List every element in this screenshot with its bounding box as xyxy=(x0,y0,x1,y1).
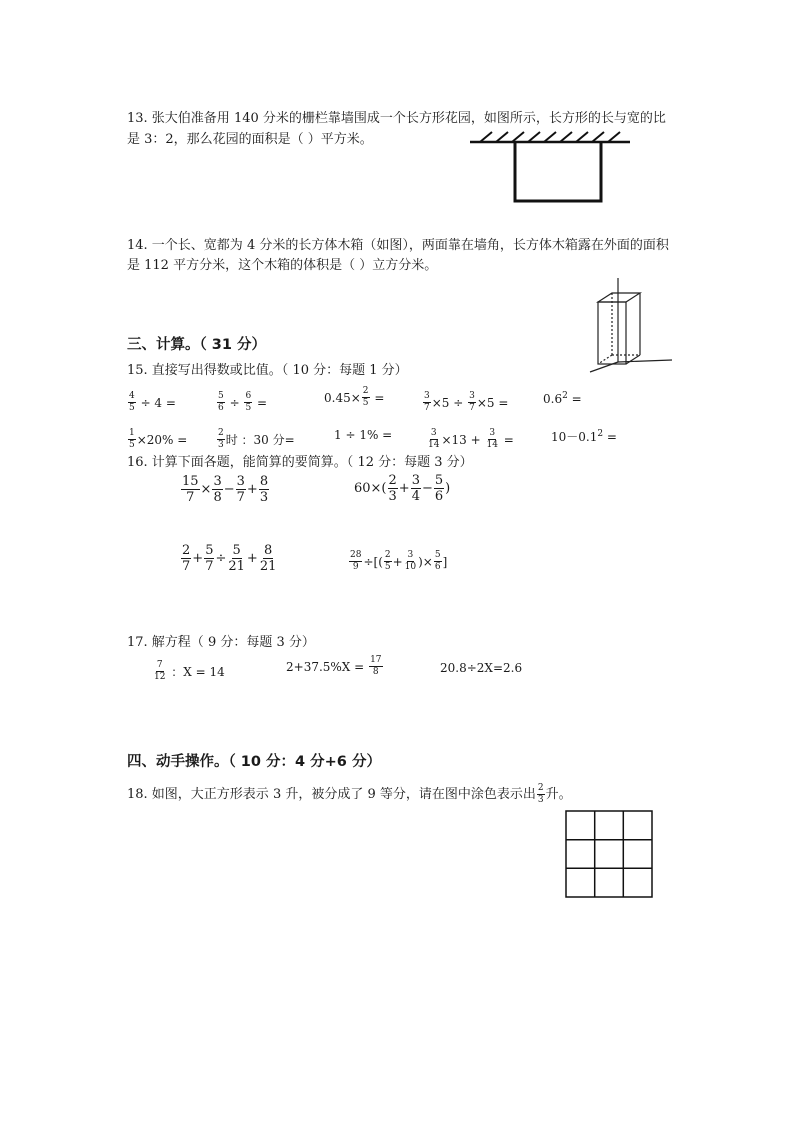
q15-item-2: $\frac{5}{6}$ ÷ $\frac{6}{5}$ = xyxy=(218,391,268,413)
q15-item-1: $\frac{4}{5}$ ÷ 4 = xyxy=(129,391,176,413)
q15-item-10: $10-0.1^2$ = xyxy=(551,429,617,444)
q17-title: 17. 解方程（ 9 分：每题 3 分） xyxy=(127,635,315,650)
q17-equation-2: 2+37.5%X = $\frac{17}{8}$ xyxy=(286,655,382,677)
q14-line1: 14. 一个长、宽都为 4 分米的长方体木箱（如图），两面靠在墙角，长方体木箱露在外面的面积 xyxy=(127,238,669,253)
q16-problem-2: 60×( $\frac{2}{3}$ + $\frac{3}{4}$ − $\frac{5}{6}$ ) xyxy=(354,473,451,504)
q15-item-5: $0.6^2$ = xyxy=(543,391,582,406)
q16-problem-1: $\frac{15}{7}$ × $\frac{3}{8}$ − $\frac{3}{7}$ + $\frac{8}{3}$ xyxy=(182,474,269,505)
q13-line2: 是 3：2，那么花园的面积是（ ）平方米。 xyxy=(127,132,373,147)
q13-line1: 13. 张大伯准备用 140 分米的栅栏靠墙围成一个长方形花园，如图所示，长方形的长与宽的比 xyxy=(127,111,666,126)
section-3-title: 三、计算。（ 31 分） xyxy=(127,337,267,353)
q17-equation-1: $\frac{7}{12}$ ：X = 14 xyxy=(154,660,225,682)
q17-equation-3: 20.8÷2X=2.6 xyxy=(440,661,523,675)
q15-title: 15. 直接写出得数或比值。（ 10 分：每题 1 分） xyxy=(127,363,408,378)
q15-item-6: $\frac{1}{5}$ ×20% = xyxy=(129,428,188,450)
q15-item-9: $\frac{3}{14}$ ×13 + $\frac{3}{14}$ = xyxy=(428,428,514,450)
q15-item-4: $\frac{3}{7}$ ×5 ÷ $\frac{3}{7}$ ×5 = xyxy=(424,391,509,413)
q15-item-7: $\frac{2}{3}$ 时 ：30 分= xyxy=(218,428,295,450)
section-4-title: 四、动手操作。（ 10 分：4 分+6 分） xyxy=(127,754,381,770)
q15-item-8: 1 ÷ 1% = xyxy=(334,428,393,442)
q15-item-3: 0.45× $\frac{2}{5}$ = xyxy=(324,386,385,408)
q18-text: 18. 如图，大正方形表示 3 升，被分成了 9 等分，请在图中涂色表示出 $\frac{2}{3}$ 升。 xyxy=(127,783,572,805)
q16-problem-4: $\frac{28}{9}$ ÷[( $\frac{2}{5}$ + $\frac{3}{10}$ )× $\frac{5}{6}$ ] xyxy=(350,550,448,572)
q16-problem-3: $\frac{2}{7}$ + $\frac{5}{7}$ ÷ $\frac{5}{21}$ + $\frac{8}{21}$ xyxy=(182,543,277,574)
q14-line2: 是 112 平方分米，这个木箱的体积是（ ）立方分米。 xyxy=(127,258,438,273)
q16-title: 16. 计算下面各题，能简算的要简算。（ 12 分：每题 3 分） xyxy=(127,455,473,470)
